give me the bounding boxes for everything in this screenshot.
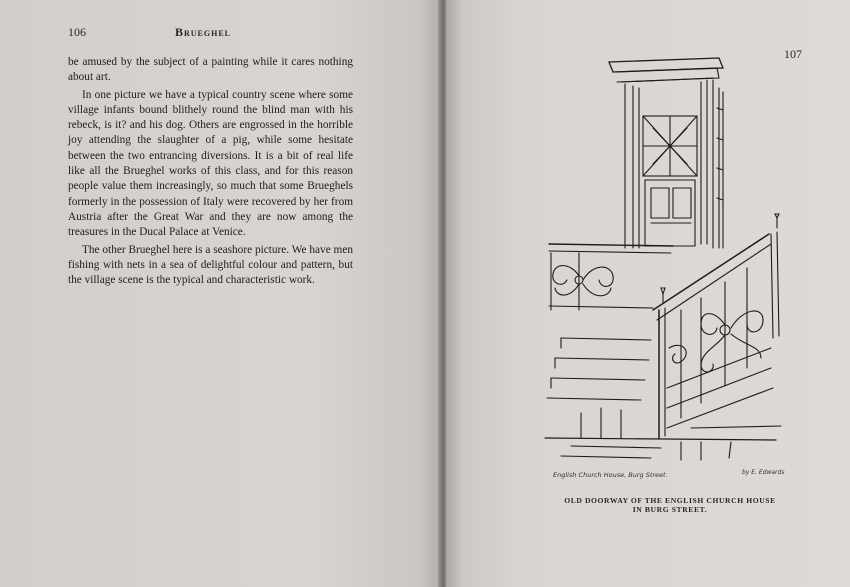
illustration-caption: [560, 496, 780, 514]
sketch-caption: English Church House, Burg Street.: [553, 471, 668, 479]
page-number-right: 107: [784, 47, 802, 61]
running-head: Brueghel: [175, 25, 232, 39]
paragraph: be amused by the subject of a painting while it cares nothing about art.: [68, 56, 353, 84]
artist-signature: by E. Edwards: [742, 469, 785, 476]
paragraph: The other Brueghel here is a seashore picture. We have men fishing with nets in a sea of delightful colour and pattern, but the village scene is the typical and characteristic work.: [68, 243, 353, 287]
caption-line: IN BURG STREET.: [632, 505, 708, 514]
caption-line: OLD DOORWAY OF THE ENGLISH CHURCH HOUSE: [564, 496, 776, 505]
page-number-left: 106: [68, 25, 86, 39]
body-text: [68, 55, 353, 290]
paragraph: In one picture we have a typical country scene where some village infants bound blithely round the blind man with his rebeck, is it? and his dog. Others are engrossed in the horrible joy attending the slaughter of a pig, while some hesitate between the two entrancing diversions. It is a bit of real life like all the Brueghel works of this class, and for this reason people value them increasingly, so much that some Brueghels formerly in the possession of Italy were recovered by her from Austria after the Great War and they are now among the treasures in the Ducal Palace at Venice.: [68, 88, 353, 239]
doorway-sketch-illustration: [541, 48, 791, 468]
